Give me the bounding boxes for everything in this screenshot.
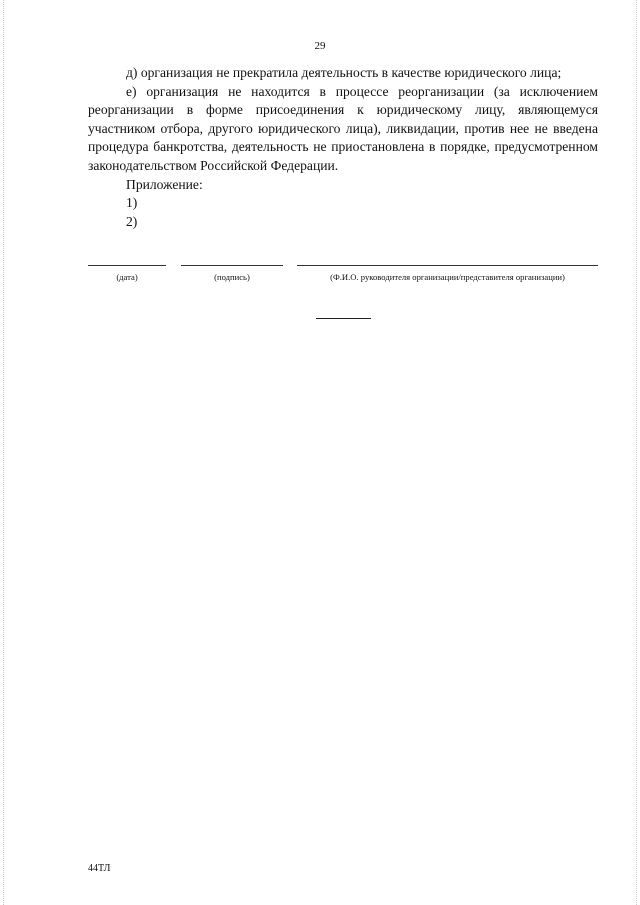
paragraph-e: е) организация не находится в процессе реорганизации (за исключением реорганизации в форме присоединения к юридическому лицу, являющемуся участником отбора, другого юридического лица), ликвидации, против нее не введена процедура банкротства, деятельность не приостановлена в порядке, предусмотренном законодательством Российской Федерации. xyxy=(88,83,598,173)
date-caption: (дата) xyxy=(116,272,138,282)
page-number: 29 xyxy=(314,40,326,52)
signature-caption: (подпись) xyxy=(214,272,250,282)
scan-edge-left xyxy=(3,0,4,905)
appendix-item-2: 2) xyxy=(126,213,138,229)
scan-edge-right xyxy=(636,0,637,905)
footer-code: 44ТЛ xyxy=(88,863,111,874)
name-caption: (Ф.И.О. руководителя организации/представителя организации) xyxy=(330,272,565,282)
paragraph-d: д) организация не прекратила деятельность в качестве юридического лица; xyxy=(126,65,562,80)
signature-block xyxy=(88,265,598,295)
appendix-heading: Приложение: xyxy=(126,176,203,192)
end-rule xyxy=(316,318,371,319)
appendix-item-1: 1) xyxy=(126,195,138,211)
name-line xyxy=(297,265,598,266)
date-line xyxy=(88,265,166,266)
body-text xyxy=(88,64,598,231)
signature-line xyxy=(181,265,283,266)
